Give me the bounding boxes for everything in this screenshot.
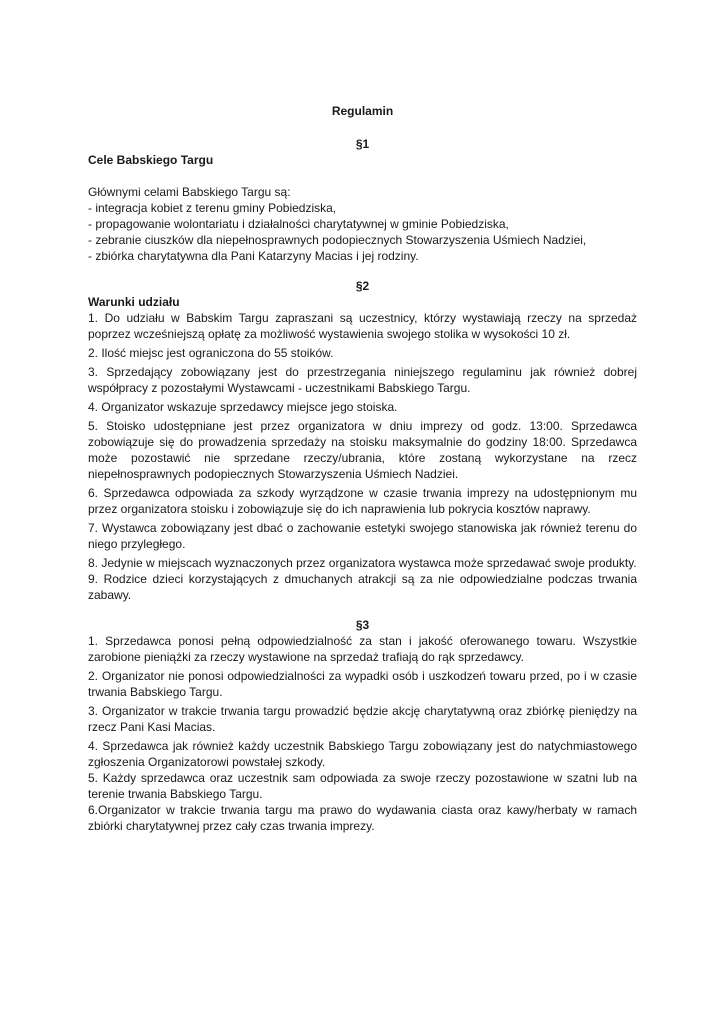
document-title: Regulamin	[331, 104, 394, 118]
section-2-paragraph: 2. Ilość miejsc jest ograniczona do 55 stoików.	[88, 346, 334, 360]
section-2-paragraph: 7. Wystawca zobowiązany jest dbać o zachowanie estetyki swojego stanowiska jak również terenu do niego przyległego.	[88, 521, 637, 551]
section-2-paragraph: 5. Stoisko udostępniane jest przez organizatora w dniu imprezy od godz. 13:00. Sprzedawca zobowiązuje się do prowadzenia sprzedaży na stoisku maksymalnie do godziny 18:00. Sprzedawca może pozostawić nie sprzedane rzeczy/ubrania, które zostaną wykorzystane na rzecz niepełnosprawnych podopiecznych Stowarzyszenia Uśmiech Nadziei.	[88, 419, 637, 481]
section-2-label: §2	[355, 279, 370, 293]
section-1-label: §1	[355, 137, 370, 151]
section-2-heading: Warunki udziału	[88, 295, 180, 309]
section-3-paragraph: 2. Organizator nie ponosi odpowiedzialności za wypadki osób i uszkodzeń towaru przed, po i w czasie trwania Babskiego Targu.	[88, 669, 637, 699]
section-3-paragraph: 6.Organizator w trakcie trwania targu ma prawo do wydawania ciasta oraz kawy/herbaty w ramach zbiórki charytatywnej przez cały czas trwania imprezy.	[88, 803, 637, 833]
section-2-paragraph: 9. Rodzice dzieci korzystających z dmuchanych atrakcji są za nie odpowiedzialne podczas trwania zabawy.	[88, 572, 637, 602]
section-3-paragraph: 1. Sprzedawca ponosi pełną odpowiedzialność za stan i jakość oferowanego towaru. Wszystkie zarobione pieniążki za rzeczy wystawione na sprzedaż trafiają do rąk sprzedawcy.	[88, 634, 637, 664]
section-2-paragraph: 3. Sprzedający zobowiązany jest do przestrzegania niniejszego regulaminu jak również dobrej współpracy z pozostałymi Wystawcami - uczestnikami Babskiego Targu.	[88, 365, 637, 395]
section-1-heading: Cele Babskiego Targu	[88, 153, 214, 167]
section-1-item: - zbiórka charytatywna dla Pani Katarzyny Macias i jej rodziny.	[88, 249, 419, 263]
section-3-label: §3	[355, 618, 370, 632]
section-2-paragraph: 1. Do udziału w Babskim Targu zapraszani są uczestnicy, którzy wystawiają rzeczy na sprzedaż poprzez wcześniejszą opłatę za możliwość wystawienia swojego stolika w wysokości 10 zł.	[88, 311, 637, 341]
section-1-item: - zebranie ciuszków dla niepełnosprawnych podopiecznych Stowarzyszenia Uśmiech Nadziei,	[88, 233, 587, 247]
section-2-paragraph: 4. Organizator wskazuje sprzedawcy miejsce jego stoiska.	[88, 400, 398, 414]
section-1-item: - propagowanie wolontariatu i działalności charytatywnej w gminie Pobiedziska,	[88, 217, 509, 231]
section-1-item: - integracja kobiet z terenu gminy Pobiedziska,	[88, 201, 337, 215]
section-3-paragraph: 4. Sprzedawca jak również każdy uczestnik Babskiego Targu zobowiązany jest do natychmiastowego zgłoszenia Organizatorowi powstałej szkody.	[88, 739, 637, 769]
section-1-intro: Głównymi celami Babskiego Targu są:	[88, 185, 291, 199]
section-2-paragraph: 6. Sprzedawca odpowiada za szkody wyrządzone w czasie trwania imprezy na udostępnionym mu przez organizatora stoisku i zobowiązuje się do ich naprawienia lub pokrycia kosztów naprawy.	[88, 486, 637, 516]
section-3-paragraph: 5. Każdy sprzedawca oraz uczestnik sam odpowiada za swoje rzeczy pozostawione w szatni lub na terenie trwania Babskiego Targu.	[88, 771, 637, 801]
section-3-paragraph: 3. Organizator w trakcie trwania targu prowadzić będzie akcję charytatywną oraz zbiórkę pieniędzy na rzecz Pani Kasi Macias.	[88, 704, 637, 734]
section-2-paragraph: 8. Jedynie w miejscach wyznaczonych przez organizatora wystawca może sprzedawać swoje produkty.	[88, 556, 637, 570]
